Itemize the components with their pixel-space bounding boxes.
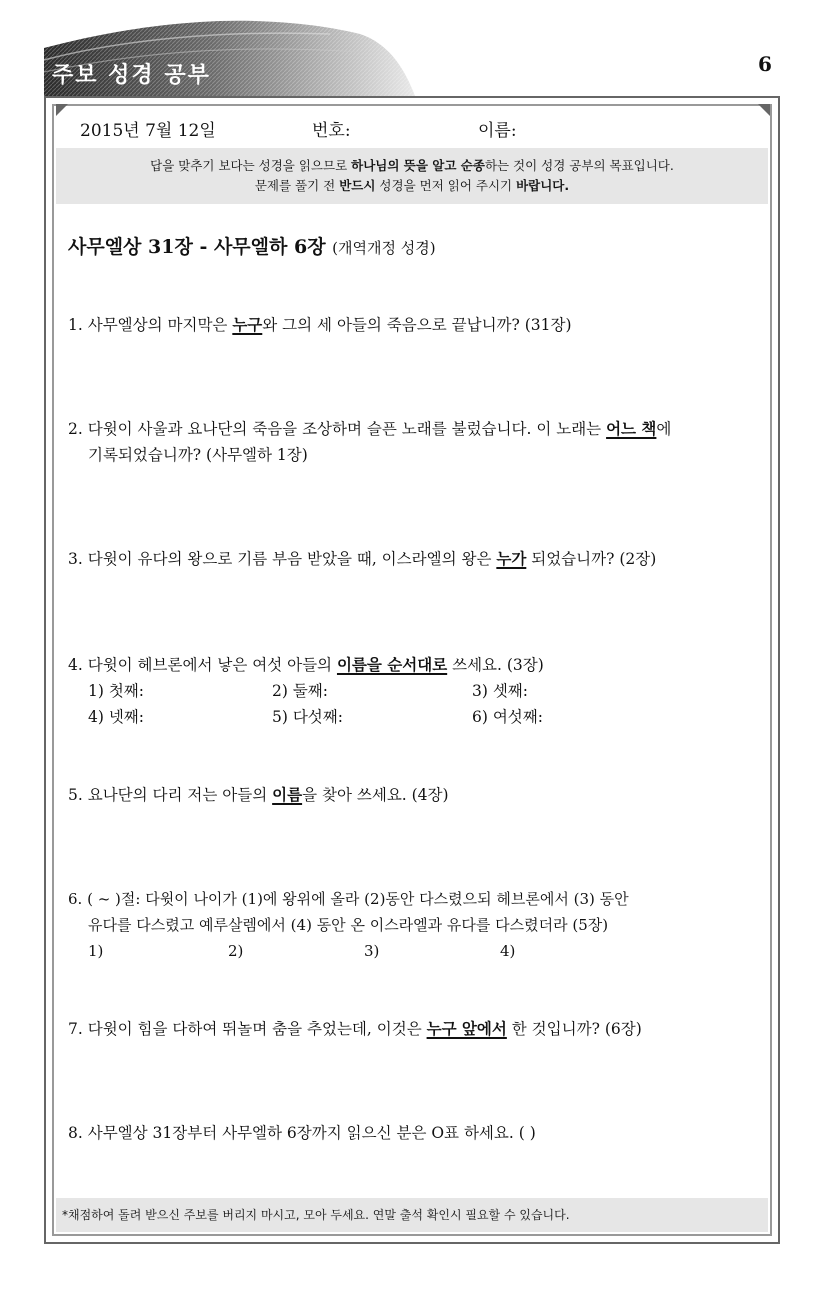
question-text: 을 찾아 쓰세요. (4장) xyxy=(302,786,449,804)
question-key-word: 누가 xyxy=(496,549,527,568)
question-line: 6. ( ~ )절: 다윗이 나이가 (1)에 왕위에 올라 (2)동안 다스렸으되 헤브론에서 (3) 동안 xyxy=(68,890,629,908)
notice-text: 답을 맞추기 보다는 성경을 읽으므로 xyxy=(150,158,352,173)
name-label: 이름: xyxy=(478,121,517,141)
notice-text: 하는 것이 성경 공부의 목표입니다. xyxy=(484,158,674,173)
question-5 xyxy=(68,782,760,808)
answer-row xyxy=(68,938,760,964)
question-text-continued: 유다를 다스렸고 예루살렘에서 (4) 동안 온 이스라엘과 유다를 다스렸더라 (5장) xyxy=(88,916,609,934)
question-key-word: 누구 xyxy=(232,315,263,334)
question-text: 5. 요나단의 다리 저는 아들의 xyxy=(68,786,273,804)
notice-emphasis: 하나님의 뜻을 알고 순종 xyxy=(351,158,485,173)
question-key-word: 이름 xyxy=(272,785,303,804)
answer-slot: 2) 둘째: xyxy=(272,682,329,700)
question-7 xyxy=(68,1016,760,1042)
question-text-continued: 기록되었습니까? (사무엘하 1장) xyxy=(88,446,308,464)
question-text: 4. 다윗이 헤브론에서 낳은 여섯 아들의 xyxy=(68,656,337,674)
answer-slot: 6) 여섯째: xyxy=(472,708,543,726)
notice-line-1 xyxy=(56,156,768,176)
question-text: 8. 사무엘상 31장부터 사무엘하 6장까지 읽으신 분은 O표 하세요. ( ) xyxy=(68,1124,536,1142)
question-line xyxy=(68,652,760,678)
question-text: 한 것입니까? (6장) xyxy=(506,1020,642,1038)
question-text: 1. 사무엘상의 마지막은 xyxy=(68,316,233,334)
notice-text: 문제를 풀기 전 xyxy=(254,178,340,193)
answer-slot: 4) xyxy=(500,942,516,960)
corner-mark-top-left xyxy=(56,104,70,118)
answer-slot: 1) xyxy=(88,942,104,960)
date-text: 2015년 7월 12일 xyxy=(80,121,216,141)
footer-note: *채점하여 돌려 받으신 주보를 버리지 마시고, 모아 두세요. 연말 출석 확인시 필요할 수 있습니다. xyxy=(56,1198,768,1232)
question-6 xyxy=(68,886,760,964)
question-text: 2. 다윗이 사울과 요나단의 죽음을 조상하며 슬픈 노래를 불렀습니다. 이 노래는 xyxy=(68,420,607,438)
banner-title: 주보 성경 공부 xyxy=(52,63,211,88)
notice-emphasis: 반드시 xyxy=(339,178,376,193)
question-text: 3. 다윗이 유다의 왕으로 기름 부음 받았을 때, 이스라엘의 왕은 xyxy=(68,550,497,568)
question-2 xyxy=(68,416,760,468)
answer-slot: 5) 다섯째: xyxy=(272,708,343,726)
question-text: 7. 다윗이 힘을 다하여 뛰놀며 춤을 추었는데, 이것은 xyxy=(68,1020,427,1038)
number-label: 번호: xyxy=(312,121,351,141)
notice-emphasis: 바랍니다. xyxy=(516,178,570,193)
answer-row xyxy=(68,704,760,730)
answer-slot: 3) xyxy=(364,942,380,960)
question-4 xyxy=(68,652,760,730)
question-3 xyxy=(68,546,760,572)
question-8 xyxy=(68,1120,760,1146)
page-number: 6 xyxy=(758,52,772,76)
question-text: 에 xyxy=(656,420,672,438)
notice-line-2 xyxy=(56,176,768,196)
corner-mark-top-right xyxy=(756,104,770,118)
question-text: 와 그의 세 아들의 죽음으로 끝납니까? (31장) xyxy=(262,316,572,334)
instruction-notice xyxy=(56,148,768,204)
question-1 xyxy=(68,312,760,338)
notice-text: 성경을 먼저 읽어 주시기 xyxy=(375,178,517,193)
study-title-version: (개역개정 성경) xyxy=(332,239,436,257)
answer-slot: 2) xyxy=(228,942,244,960)
answer-row xyxy=(68,678,760,704)
question-line xyxy=(68,416,760,442)
question-key-word: 어느 책 xyxy=(606,419,657,438)
answer-slot: 1) 첫째: xyxy=(88,682,145,700)
question-text: 되었습니까? (2장) xyxy=(526,550,657,568)
question-key-word: 이름을 순서대로 xyxy=(336,655,448,674)
answer-slot: 4) 넷째: xyxy=(88,708,145,726)
question-text: 쓰세요. (3장) xyxy=(447,656,544,674)
study-title xyxy=(68,232,436,259)
study-title-main: 사무엘상 31장 - 사무엘하 6장 xyxy=(68,236,326,258)
question-key-word: 누구 앞에서 xyxy=(426,1019,507,1038)
answer-slot: 3) 셋째: xyxy=(472,682,529,700)
